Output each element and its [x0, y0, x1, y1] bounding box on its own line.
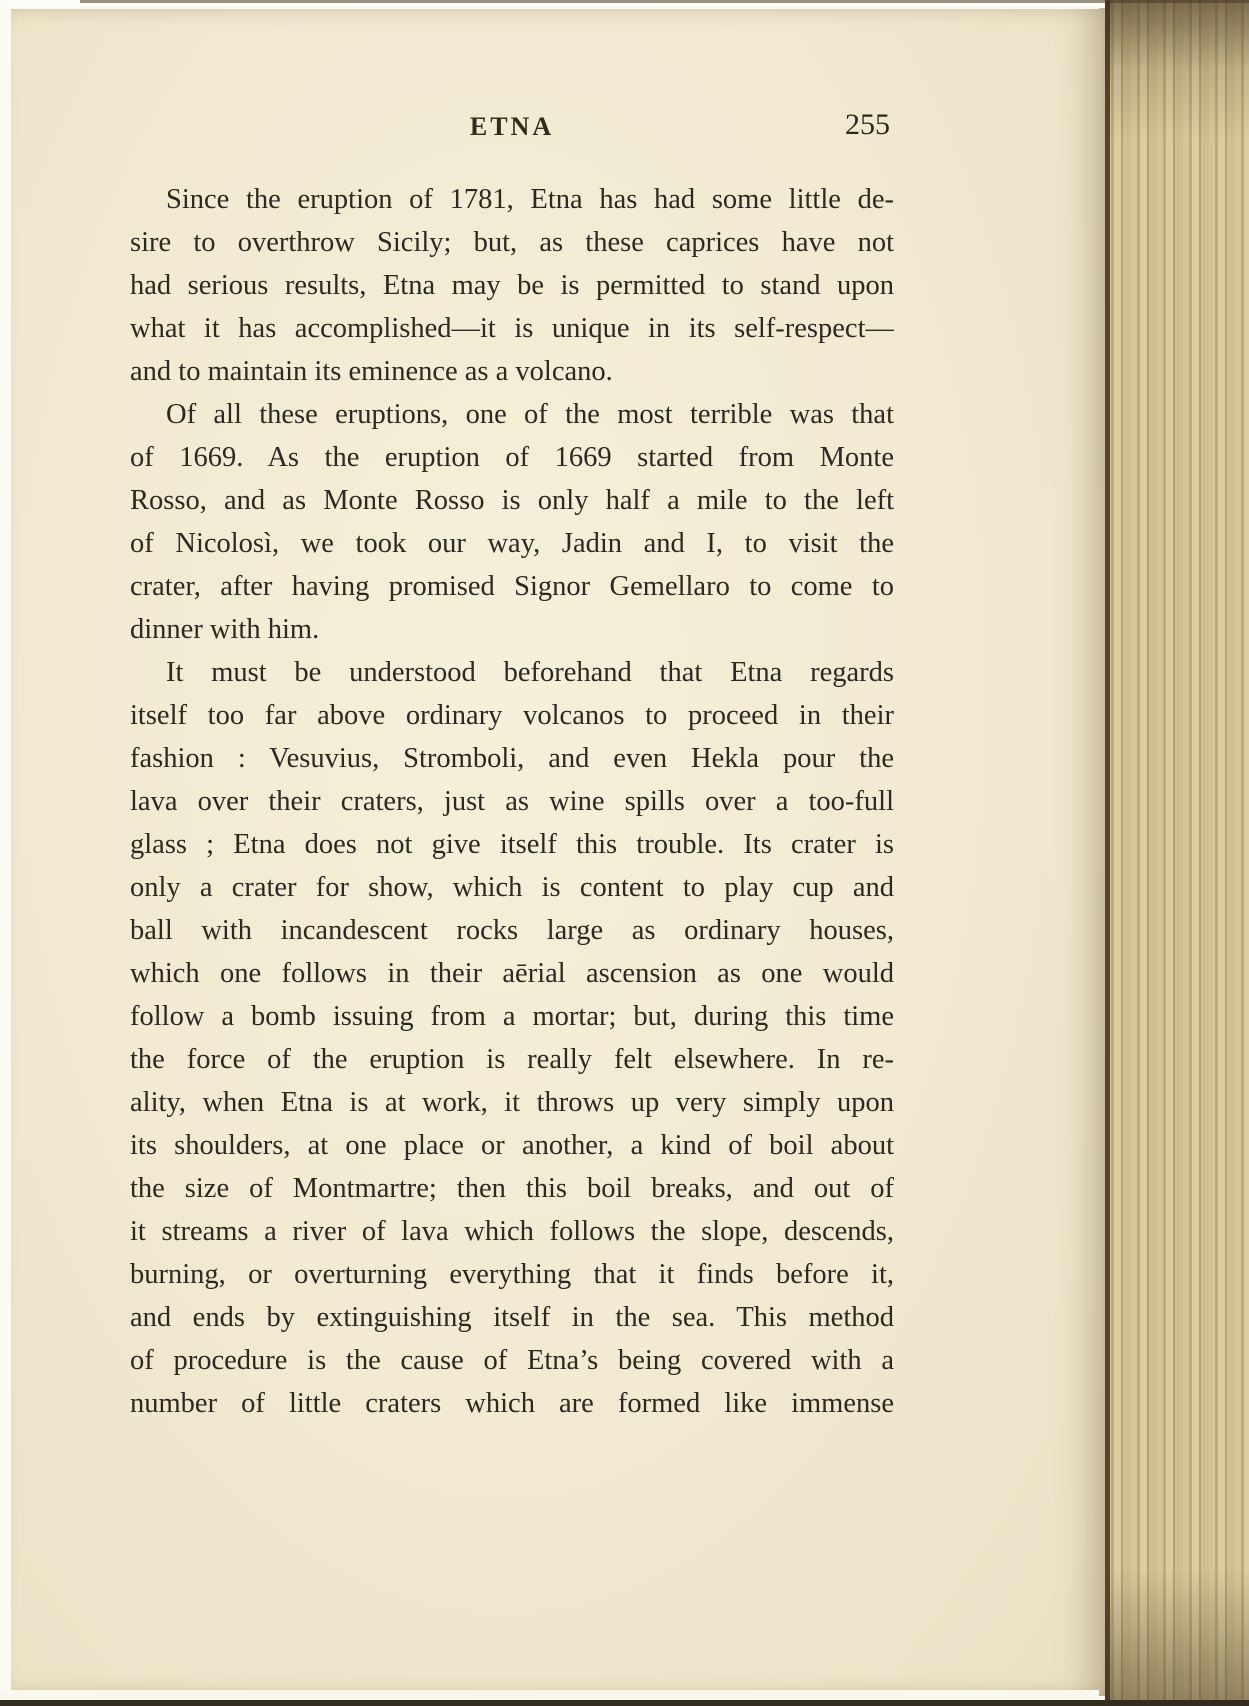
page-number: 255 — [845, 108, 890, 141]
page-body — [130, 178, 894, 1425]
text-line: follow a bomb issuing from a mortar; but, during this time — [130, 1001, 894, 1032]
text-line: lava over their craters, just as wine spills over a too-full — [130, 786, 894, 817]
text-line: number of little craters which are formed like immense — [130, 1388, 894, 1419]
page-content — [130, 108, 894, 1425]
text-line: its shoulders, at one place or another, a kind of boil about — [130, 1130, 894, 1161]
text-line: Of all these eruptions, one of the most terrible was that — [166, 399, 894, 430]
scan-edge-line-top — [80, 0, 1249, 3]
book-fore-edge — [1105, 0, 1249, 1706]
text-line: Rosso, and as Monte Rosso is only half a mile to the left — [130, 485, 894, 516]
running-head-title: ETNA — [469, 112, 555, 141]
page-header — [130, 108, 894, 152]
text-line: which one follows in their aērial ascension as one would — [130, 958, 894, 989]
page-edge-shading — [1105, 0, 1249, 1706]
text-line: and to maintain its eminence as a volcano. — [130, 356, 613, 387]
text-line: It must be understood beforehand that Etna regards — [166, 657, 894, 688]
text-line: crater, after having promised Signor Gemellaro to come to — [130, 571, 894, 602]
text-line: of Nicolosì, we took our way, Jadin and I, to visit the — [130, 528, 894, 559]
text-line: dinner with him. — [130, 614, 320, 645]
text-line: ball with incandescent rocks large as ordinary houses, — [130, 915, 894, 946]
text-line: and ends by extinguishing itself in the sea. This method — [130, 1302, 894, 1333]
text-line: only a crater for show, which is content to play cup and — [130, 872, 894, 903]
scan-edge-line-bottom — [0, 1700, 1249, 1706]
text-line: had serious results, Etna may be is permitted to stand upon — [130, 270, 894, 301]
text-line: itself too far above ordinary volcanos to proceed in their — [130, 700, 894, 731]
text-line: Since the eruption of 1781, Etna has had some little de- — [166, 184, 894, 215]
text-line: the size of Montmartre; then this boil breaks, and out of — [130, 1173, 894, 1204]
text-line: fashion : Vesuvius, Stromboli, and even Hekla pour the — [130, 743, 894, 774]
text-line: the force of the eruption is really felt elsewhere. In re- — [130, 1044, 894, 1075]
text-line: what it has accomplished—it is unique in its self-respect— — [130, 313, 894, 344]
text-line: burning, or overturning everything that it finds before it, — [130, 1259, 894, 1290]
text-line: glass ; Etna does not give itself this trouble. Its crater is — [130, 829, 894, 860]
text-line: ality, when Etna is at work, it throws up very simply upon — [130, 1087, 894, 1118]
text-line: it streams a river of lava which follows the slope, descends, — [130, 1216, 894, 1247]
text-line: of 1669. As the eruption of 1669 started from Monte — [130, 442, 894, 473]
scan-margin-left — [0, 0, 11, 1706]
text-line: sire to overthrow Sicily; but, as these caprices have not — [130, 227, 894, 258]
text-line: of procedure is the cause of Etna’s being covered with a — [130, 1345, 894, 1376]
